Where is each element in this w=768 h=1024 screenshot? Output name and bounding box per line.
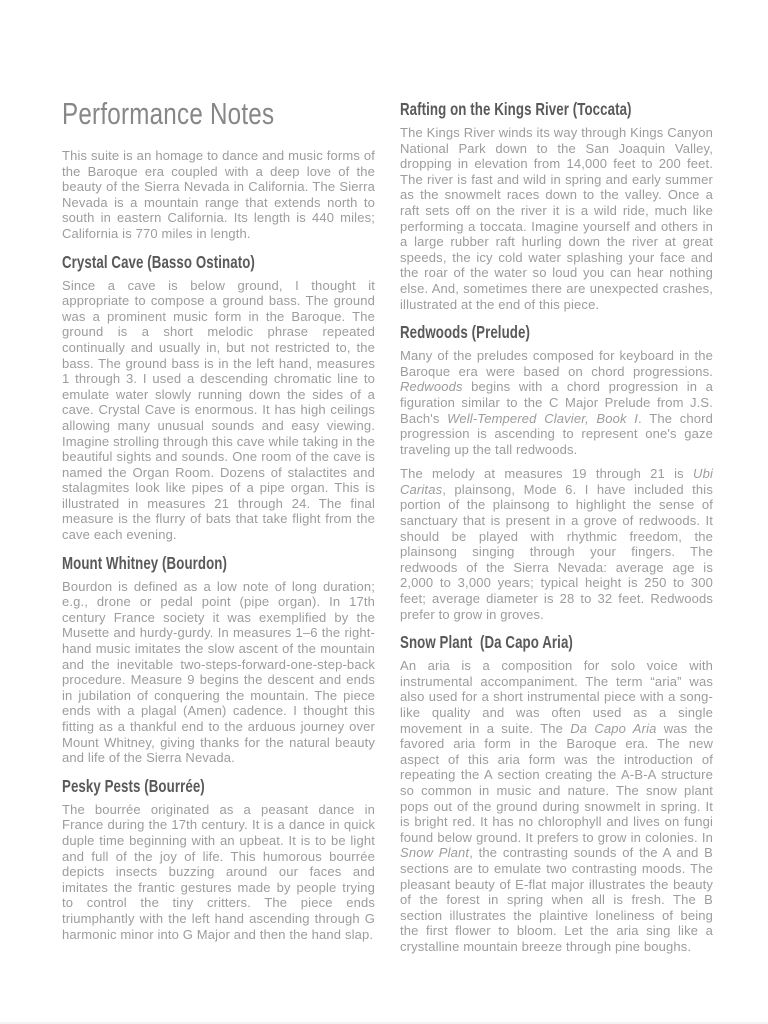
section-paragraph: An aria is a composition for solo voice with instrumental accompaniment. The term “aria” was also used for a short instrumental piece with a song-like quality and was often used as a single movement in a suite. The Da Capo Aria was the favored aria form in the Baroque era. The new aspect of this aria form was the introduction of repeating the A section creating the A-B-A structure so common in music and nature. The snow plant pops out of the ground during snowmelt in spring. It is bright red. It has no chlorophyll and lives on fungi found below ground. It prefers to grow in colonies. In Snow Plant, the contrasting sounds of the A and B sections are to emulate two contrasting moods. The pleasant beauty of E-flat major illustrates the beauty of the forest in spring when all is fresh. The B section illustrates the plaintive loneliness of being the first flower to bloom. Let the aria sing like a crystalline mountain breeze through pine boughs. <box>400 658 713 954</box>
section-paragraph: Many of the preludes composed for keyboard in the Baroque era were based on chord progressions. Redwoods begins with a chord progression in a figuration similar to the C Major Prelude from J.S. Bach's Well-Tempered Clavier, Book I. The chord progression is ascending to represent one's gaze traveling up the tall redwoods. <box>400 348 713 457</box>
two-column-layout <box>62 96 713 964</box>
section-heading-snow-plant: Snow Plant (Da Capo Aria) <box>400 632 573 653</box>
section-heading-redwoods: Redwoods (Prelude) <box>400 322 530 343</box>
section-paragraph: Since a cave is below ground, I thought it appropriate to compose a ground bass. The ground was a prominent music form in the Baroque. The ground is a short melodic phrase repeated continually and usually in, but not restricted to, the bass. The ground bass is in the left hand, measures 1 through 3. I used a descending chromatic line to emulate water slowly running down the sides of a cave. Crystal Cave is enormous. It has high ceilings allowing many unusual sounds and easy viewing. Imagine strolling through this cave while taking in the beautiful sights and sounds. One room of the cave is named the Organ Room. Dozens of stalactites and stalagmites look like pipes of a pipe organ. This is illustrated in measures 21 through 24. The final measure is the flurry of bats that take flight from the cave each evening. <box>62 277 375 543</box>
section-paragraph: Bourdon is defined as a low note of long duration; e.g., drone or pedal point (pipe organ). In 17th century France society it was exemplified by the Musette and hurdy-gurdy. In measures 1–6 the right-hand music imitates the slow ascent of the mountain and the inevitable two-steps-forward-one-step-back procedure. Measure 9 begins the descent and ends in jubilation of conquering the mountain. The piece ends with a plagal (Amen) cadence. I thought this fitting as a thankful end to the arduous journey over Mount Whitney, giving thanks for the natural beauty and life of the Sierra Nevada. <box>62 578 375 766</box>
section-paragraph: The melody at measures 19 through 21 is Ubi Caritas, plainsong, Mode 6. I have included this portion of the plainsong to highlight the sense of sanctuary that is present in a grove of redwoods. It should be played with rhythmic freedom, the plainsong singing through your fingers. The redwoods of the Sierra Nevada: average age is 2,000 to 3,000 years; typical height is 250 to 300 feet; average diameter is 28 to 32 feet. Redwoods prefer to grow in groves. <box>400 466 713 622</box>
page-title: Performance Notes <box>62 96 275 131</box>
section-heading-pesky-pests: Pesky Pests (Bourrée) <box>62 775 205 796</box>
section-heading-crystal-cave: Crystal Cave (Basso Ostinato) <box>62 251 255 272</box>
right-column <box>400 96 713 964</box>
section-paragraph: The Kings River winds its way through Kings Canyon National Park down to the San Joaquin Valley, dropping in elevation from 14,000 feet to 200 feet. The river is fast and wild in spring and early summer as the snowmelt races down to the valley. Once a raft sets off on the river it is a wild ride, much like performing a toccata. Imagine yourself and others in a large rubber raft hurling down the river at great speeds, the icy cold water splashing your face and the roar of the water so loud you can hear nothing else. And, sometimes there are unexpected crashes, illustrated at the end of this piece. <box>400 125 713 312</box>
section-paragraph: The bourrée originated as a peasant dance in France during the 17th century. It is a dance in quick duple time beginning with an upbeat. It is to be light and full of the joy of life. This humorous bourrée depicts insects buzzing around our faces and imitates the frantic gestures made by people trying to control the tiny critters. The piece ends triumphantly with the left hand ascending through G harmonic minor into G Major and then the hand slap. <box>62 801 375 942</box>
intro-paragraph: This suite is an homage to dance and music forms of the Baroque era coupled with a deep love of the beauty of the Sierra Nevada in California. The Sierra Nevada is a mountain range that extends north to south in eastern California. Its length is 440 miles; California is 770 miles in length. <box>62 148 375 241</box>
section-heading-mount-whitney: Mount Whitney (Bourdon) <box>62 552 228 573</box>
left-column <box>62 96 375 964</box>
section-heading-rafting-kings-river: Rafting on the Kings River (Toccata) <box>400 99 632 119</box>
